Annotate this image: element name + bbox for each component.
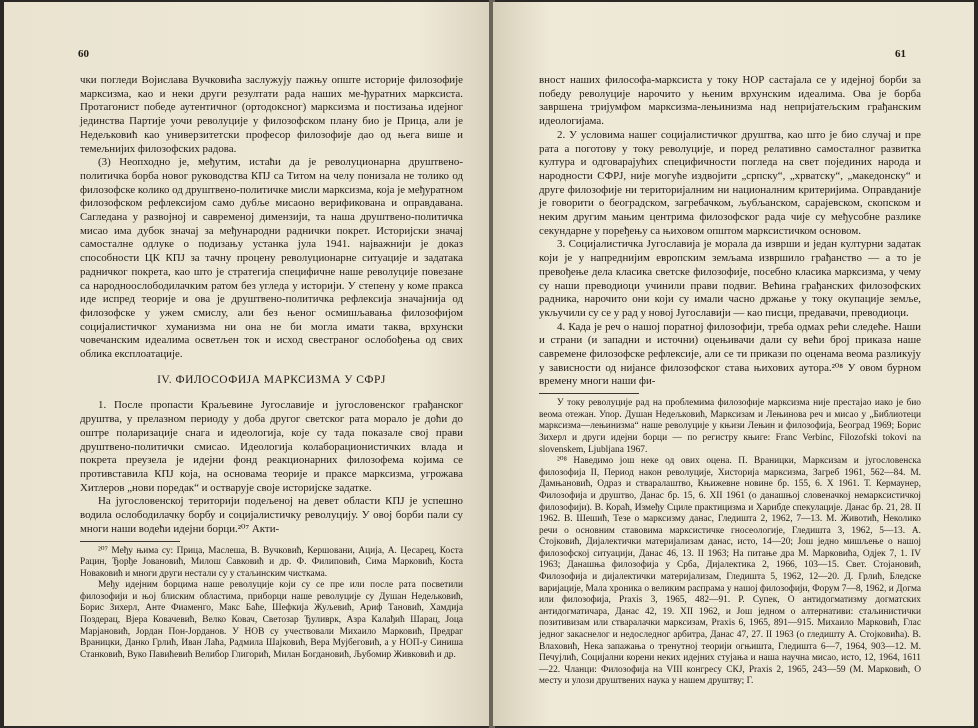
footnote-divider (80, 541, 180, 542)
section-heading: IV. ФИЛОСОФИЈА МАРКСИЗМА У СФРЈ (157, 373, 386, 386)
right-page (493, 2, 974, 726)
footnote: Међу идејним борцима наше револуције који су се пре или после рата посветили филозофији и њој блиским областима, приборци наше револуције су Душан Недељковић, Борис Зихерл, Анте Фиаменго, Макс Баће, Шефкија Жуљевић, Ариф Тановић, Хамдија Поздерац, Вјера Ковачевић, Велко Ковач, Светозар Ђуливрк, Азра Калађић Шарац, Јоца Марјановић, Јордан Пон-Јорданов. У НОВ су учествовали Михаило Марковић, Предраг Враницки, Данко Грлић, Иван Лаћа, Радмила Шајковић, Вера Мујбеговић, а у НОП-у Синиша Станковић, Вуко Павићевић Велибор Глигорић, Милан Богдановић, Љубомир Живковић и др. (80, 580, 463, 660)
page-number: 60 (78, 48, 89, 60)
paragraph: 3. Социјалистичка Југославија је морала да изврши и један културни задатак који је у напреднијим европским земљама извршило грађанство — а то је превођење дела класика светске филозофије, посебно класика марксизма, у чему су наши преводиоци учинили прави подвиг. Већина грађанских филозофских радника, нарочито они који су имали часно држање у току окупације земље, укључили су се у рад у новој Југославији — као писци, предавачи, преводиоци. (539, 238, 921, 319)
footnote: У току револуције рад на проблемима филозофије марксизма није престајао иако је био веома отежан. Упор. Душан Недељковић, Марксизам и Лењинова реч и мисао у „Библиотеци марксизма—лењинизма“ наше револуције у књизи Лењин и филозофија, Београд 1969; Борис Зихерл и други идејни борци — по регистру књиге: Franc Verbinc, Filozofski tokovi na slovenskem, Ljubljana 1967. (539, 398, 921, 455)
left-page (4, 2, 492, 726)
paragraph: вност наших философа-марксиста у току НОР састајала се у идејној борби за победу револуције нарочито у њеним врхунским идеалима. Ова је борба завршена тријумфом марксизма-лењинизма над непријатељским грађанским идеологијама. (539, 74, 921, 128)
text-column (539, 74, 921, 688)
paragraph: 4. Када је реч о нашој поратној филозофији, треба одмах рећи следеће. Наши и страни (и западни и источни) оцењивачи дали су већи број приказа наше савремене филозофске рефлексије, али се ти прикази по оценама веома разликују у зависности од нијансе филозофског става њихових аутора.²⁰⁸ У овом бурном времену многи наши фи- (539, 320, 921, 388)
footnote-divider (539, 393, 639, 394)
footnote: ²⁰⁸ Наведимо још неке од ових оцена. П. Враницки, Марксизам и југословенска филозофија II, Период након револуције, Хисторија марксизма, Загреб 1961, 562—84. М. Дамњановић, Одраз и стваралаштво, Књижевне новине бр. 155, 6. X 1961. Т. Кермаунер, Филозофија и друштво, Данас бр. 15, 6. XII 1961 (о данашњој словеначкој немарксистичкој филозофији). В. Кораћ, Између Сциле практицизма и Харибде спекулације. Данас бр. 21, 28. II 1962. В. Шешић, Тезе о марксизму данас, Гледишта 2, 1962, 7—13. М. Животић, Неколико речи о основним ставовима марксистичке гносеологије, Гледишта 3, 1962, 5—13. А. Стојковић, Дијалектички материјализам данас, исто, 14—20; Још једно мишљење о нашој филозофској ситуацији, Данас 46, 13. II 1963; На питање дра М. Марковића, Одјек 7, 1. IV 1963; Данашња филозофија у Срба, Дијалектика 2, 1966, 103—15. Свет. Стојановић, Филозофија и дијалектички материјализам, Гледишта 5, 1962, 12—20. Д. Грлић, Бледске варијације, Мала хроника о великим распрама у нашој филозофији, Форум 7—8, 1962, и Догма или филозофија, Praxis 3, 1965, 482—91. Р. Супек, О антидогматизму догматских антидогматичара, Данас 42, 19. XII 1962, и Још једном о алтернативи: стаљинистички позитивизам или стваралачки марксизам, Praxis 6, 1965, 891—915. Михаило Марковић, Глас једног закаснелог и недоследног арбитра, Данас 47, 27. II 1963 (о гледишту А. Стојковића). В. Влаховић, Нека запажања о тренутној теорији огњишта, Гледишта 6—7, 1964, 903—12. М. Печујлић, Социјални корени неких идејних стујања и наша научна мисао, исто, 12, 1964, 1611—22. Чланци: Филозофија на VIII конгресу СКЈ, Praxis 2, 1965, 243—59 (М. Марковић, О месту и улози друштвених наука у нашем друштву; Г. (539, 456, 921, 687)
page-number: 61 (895, 48, 906, 60)
paragraph: (3) Неопходно је, међутим, истаћи да је револуционарна друштвено-политичка борба новог руководства КПЈ са Титом на челу понизала не толико од филозофске колико од друштвено-политичке мисли марксизма, која је међуратном филозофском рефлексијом само дубље мисаоно верификована и оправдавана. Сагледана у развојној и савременој димензији, та наша друштвено-политичка мисао има дубок значај за међународни раднички покрет. Историјски значај самосталне одлуке о подизању устанка јула 1941. најважнији је доказ способности ЦК КПЈ за тачну процену револуционарне ситуације и задатака радничког покрета, као што је стратегија специфичне наше револуције повезане са народноослободилачким ратом без угледа у историји. У степену у коме пракса иде испред теорије и ова је друштвено-политичка рефлексија значајнија од филозофске у ужем смислу, али без њеног осмишљавања филозофијом социјалистичког хуманизма ни она не би могла имати таква, врхунски човечанским идеалима осветљен ток и исход свестраног ослобођења од свих облика експлоатације. (80, 156, 463, 361)
paragraph: 2. У условима нашег социјалистичког друштва, као што је био случај и пре рата а поготову у току револуције, и поред релативно самосталног развитка култура и одговарајућих специфичности погледа на свет појединих народа и народности СФРЈ, није могуће издвојити „српску“, „хрватску“, „македонску“ и друге филозофије ни територијалним ни националним критеријима. Оправданије је говорити о београдском, загребачком, љубљанском, сарајевском, скопском и неким другим мањим центрима филозофског рада чије су међусобне разлике секундарне у поређењу са њиховом општом марксистичком основом. (539, 128, 921, 237)
paragraph: чки погледи Војислава Вучковића заслужују пажњу опште историје филозофије марксизма, као и неки други резултати рада наших мe-ђуратних марксиста. Протагонист победе аутентичног (ортодоксног) марксизма и постизања идејног јединства Партије уочи револуције у филозофском плану био је Прица, али је Недељковић као универзитетски професор филозофије дао од њега више и темељнијих филозофских радова. (80, 74, 463, 155)
paragraph: 1. После пропасти Краљевине Југославије и југословенског грађанског друштва, у прелазном периоду у доба другог светског рата морало је доћи до оштре поларизације снага и идеологија, које су тада показале свој прави друштвено-политички смисао. Идеологија колаборационистичких влада и покрета преузела је идејни фонд реакционарних филозофема којима се противставила КПЈ која, на основама теорије и праксе марксизма, угрожава Хитлеров „нови поредак“ и остварује своје историјске задатке. (80, 399, 463, 494)
text-column (80, 74, 463, 661)
paragraph: На југословенској територији подељеној на девет области КПЈ је успешно водила ослободилачку борбу и социјалистичку револуцију. У овој борби пали су многи наши водећи идејни борци.²⁰⁷ Акти- (80, 495, 463, 535)
footnote: ²⁰⁷ Међу њима су: Прица, Маслеша, В. Вучковић, Кершовани, Ација, А. Цесарец, Коста Рацин, Ђорђе Јовановић, Милош Савковић и др. Ф. Филиповић, Сима Марковић, Коста Новаковић и многи други нестали су у стаљинским чисткама. (80, 545, 463, 579)
